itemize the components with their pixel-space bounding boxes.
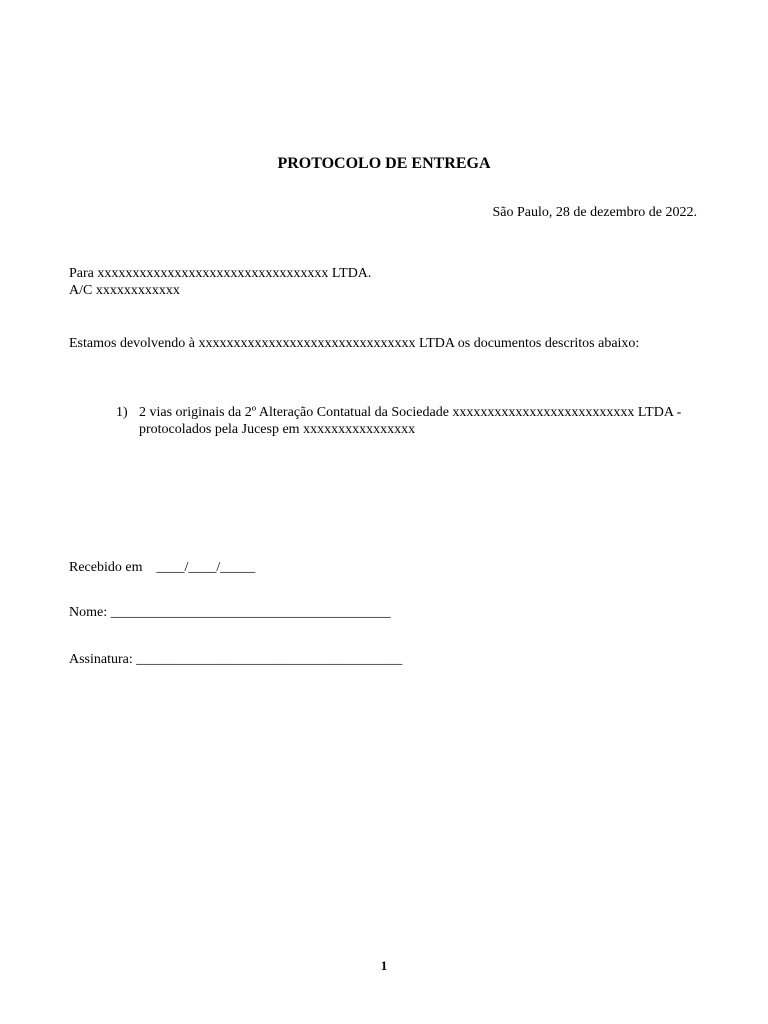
list-item-text: 2 vias originais da 2º Alteração Contatual da Sociedade xxxxxxxxxxxxxxxxxxxxxxxxxx LTDA - protocolados pela Jucesp em xxxxxxxxxxxxxxxx bbox=[139, 405, 682, 437]
document-title: PROTOCOLO DE ENTREGA bbox=[277, 155, 491, 172]
signature-line: Assinatura: ______________________________________ bbox=[69, 652, 403, 667]
date-line: São Paulo, 28 de dezembro de 2022. bbox=[492, 205, 697, 220]
intro-paragraph: Estamos devolvendo à xxxxxxxxxxxxxxxxxxxxxxxxxxxxxxx LTDA os documentos descritos abaixo: bbox=[69, 336, 640, 351]
received-date-line: Recebido em ____/____/_____ bbox=[69, 560, 256, 575]
list-item-number: 1) bbox=[116, 405, 128, 420]
recipient-line-to: Para xxxxxxxxxxxxxxxxxxxxxxxxxxxxxxxxx LTDA. bbox=[69, 266, 372, 281]
recipient-block bbox=[69, 265, 371, 299]
name-line: Nome: ________________________________________ bbox=[69, 605, 391, 620]
page-number: 1 bbox=[380, 958, 388, 973]
recipient-line-attention: A/C xxxxxxxxxxxx bbox=[69, 283, 180, 298]
list-item bbox=[116, 404, 696, 438]
